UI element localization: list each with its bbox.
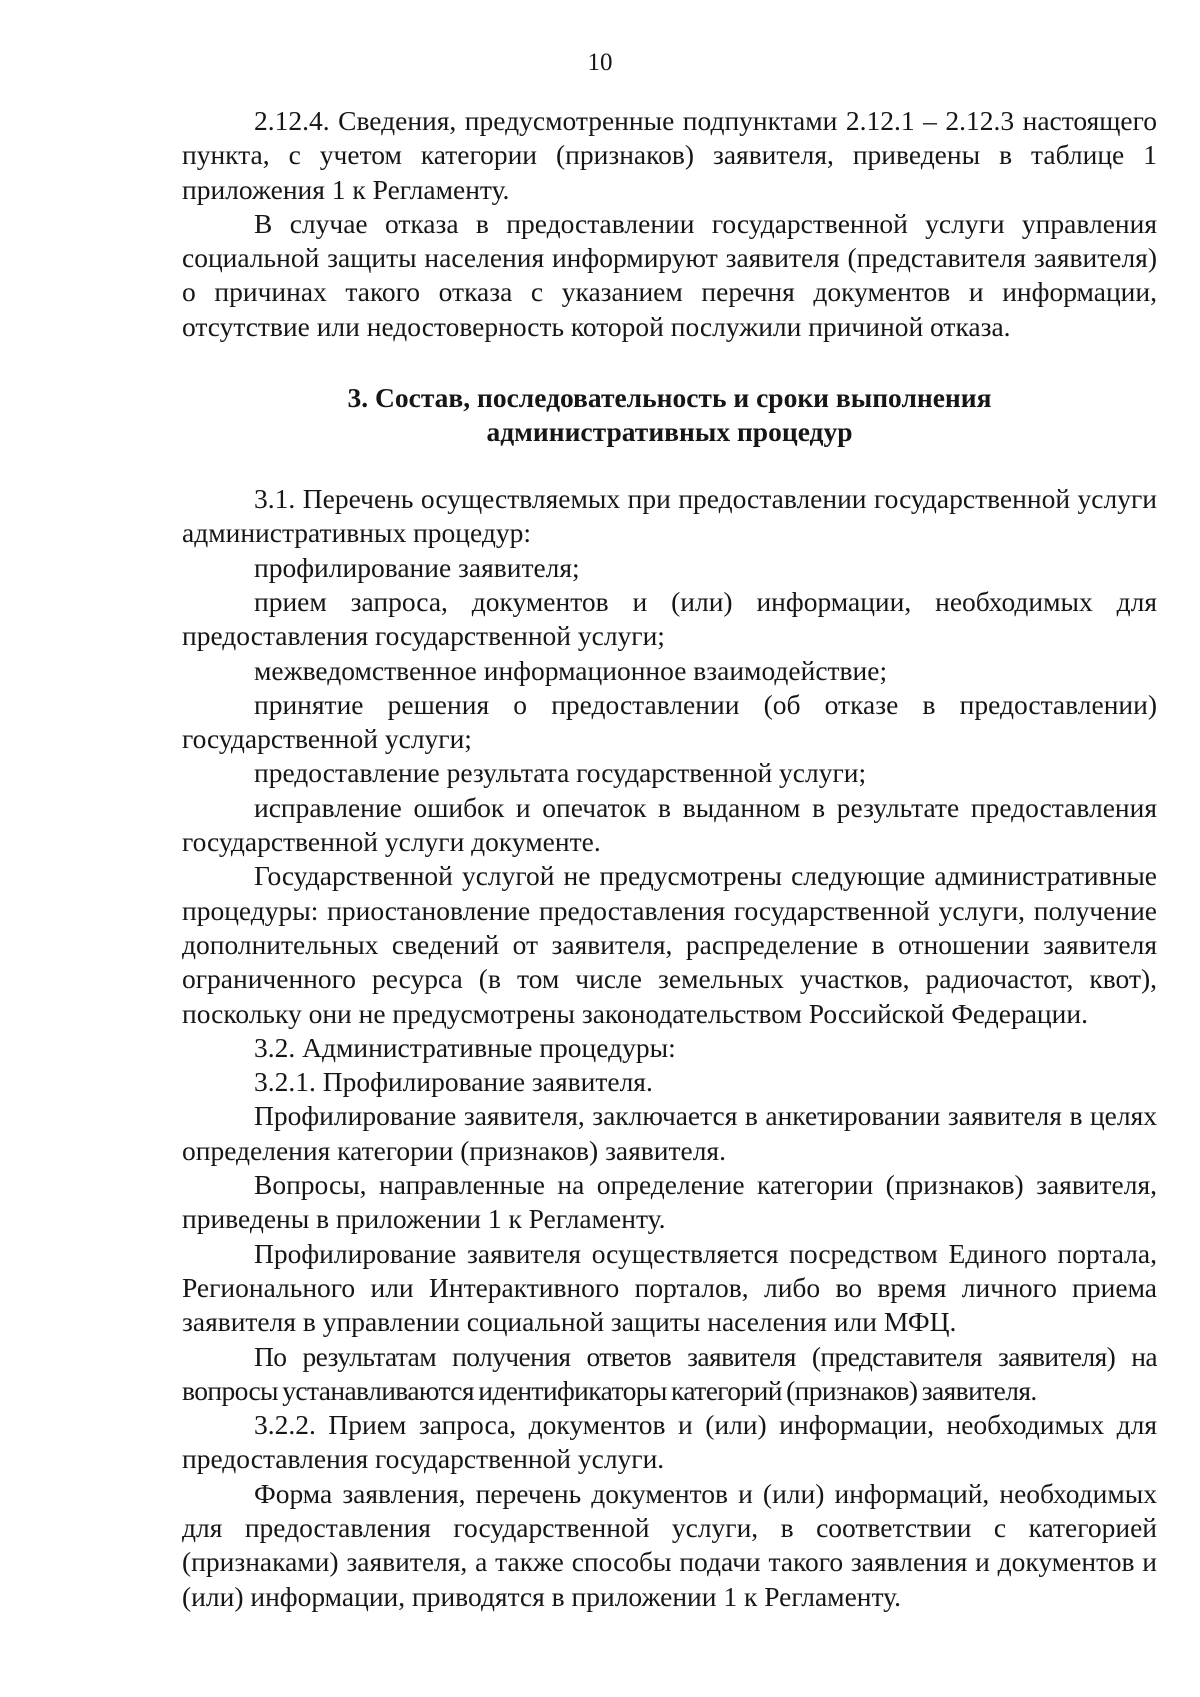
paragraph-profiling-channels: Профилирование заявителя осуществляется посредством Единого портала, Регионального или Интерактивного порталов, либо во время личного приема заявителя в управлении социальной защиты населения или МФЦ. <box>182 1237 1157 1338</box>
paragraph-3-2-1: 3.2.1. Профилирование заявителя. <box>254 1066 653 1098</box>
list-item-profiling: профилирование заявителя; <box>254 551 580 583</box>
section-heading <box>182 381 1157 449</box>
paragraph-3-2-2: 3.2.2. Прием запроса, документов и (или) информации, необходимых для предоставления государственной услуги. <box>182 1409 1157 1475</box>
paragraph-2-12-4: 2.12.4. Сведения, предусмотренные подпунктами 2.12.1 – 2.12.3 настоящего пункта, с учетом категории (признаков) заявителя, приведены в таблице 1 приложения 1 к Регламенту. <box>182 105 1157 205</box>
paragraph-not-provided: Государственной услугой не предусмотрены следующие административные процедуры: приостановление предоставления государственной услуги, получение дополнительных сведений от заявителя, распределение в отношении заявителя ограниченного ресурса (в том числе земельных участков, радиочастот, квот), поскольку они не предусмотрены законодательством Российской Федерации. <box>182 860 1157 1029</box>
page-number: 10 <box>587 49 613 76</box>
paragraph-profiling-questions: Вопросы, направленные на определение категории (признаков) заявителя, приведены в приложении 1 к Регламенту. <box>182 1169 1157 1235</box>
list-item-decision: принятие решения о предоставлении (об отказе в предоставлении) государственной услуги; <box>182 688 1157 755</box>
paragraph-3-2: 3.2. Административные процедуры: <box>254 1031 676 1063</box>
paragraph-refusal: В случае отказа в предоставлении государственной услуги управления социальной защиты населения информируют заявителя (представителя заявителя) о причинах такого отказа с указанием перечня документов и информации, отсутствие или недостоверность которой послужили причиной отказа. <box>182 207 1157 342</box>
paragraph-3-1: 3.1. Перечень осуществляемых при предоставлении государственной услуги административных процедур: <box>182 483 1157 549</box>
list-item-result: предоставление результата государственной услуги; <box>254 757 867 789</box>
list-item-request-intake: прием запроса, документов и (или) информации, необходимых для предоставления государственной услуги; <box>182 585 1157 652</box>
paragraph-profiling-results: По результатам получения ответов заявителя (представителя заявителя) на вопросы устанавливаются идентификаторы категорий (признаков) заявителя. <box>182 1340 1157 1406</box>
list-item-corrections: исправление ошибок и опечаток в выданном в результате предоставления государственной услуги документе. <box>182 791 1157 858</box>
document-body <box>182 104 1157 1614</box>
paragraph-application-form: Форма заявления, перечень документов и (или) информаций, необходимых для предоставления государственной услуги, в соответствии с категорией (признаками) заявителя, а также способы подачи такого заявления и документов и (или) информации, приводятся в приложении 1 к Регламенту. <box>182 1477 1157 1612</box>
section-heading-line-2: административных процедур <box>486 416 853 448</box>
paragraph-profiling-definition: Профилирование заявителя, заключается в анкетировании заявителя в целях определения категории (признаков) заявителя. <box>182 1100 1157 1166</box>
section-heading-line-1: 3. Состав, последовательность и сроки выполнения <box>347 382 992 414</box>
list-item-interagency: межведомственное информационное взаимодействие; <box>254 654 888 686</box>
